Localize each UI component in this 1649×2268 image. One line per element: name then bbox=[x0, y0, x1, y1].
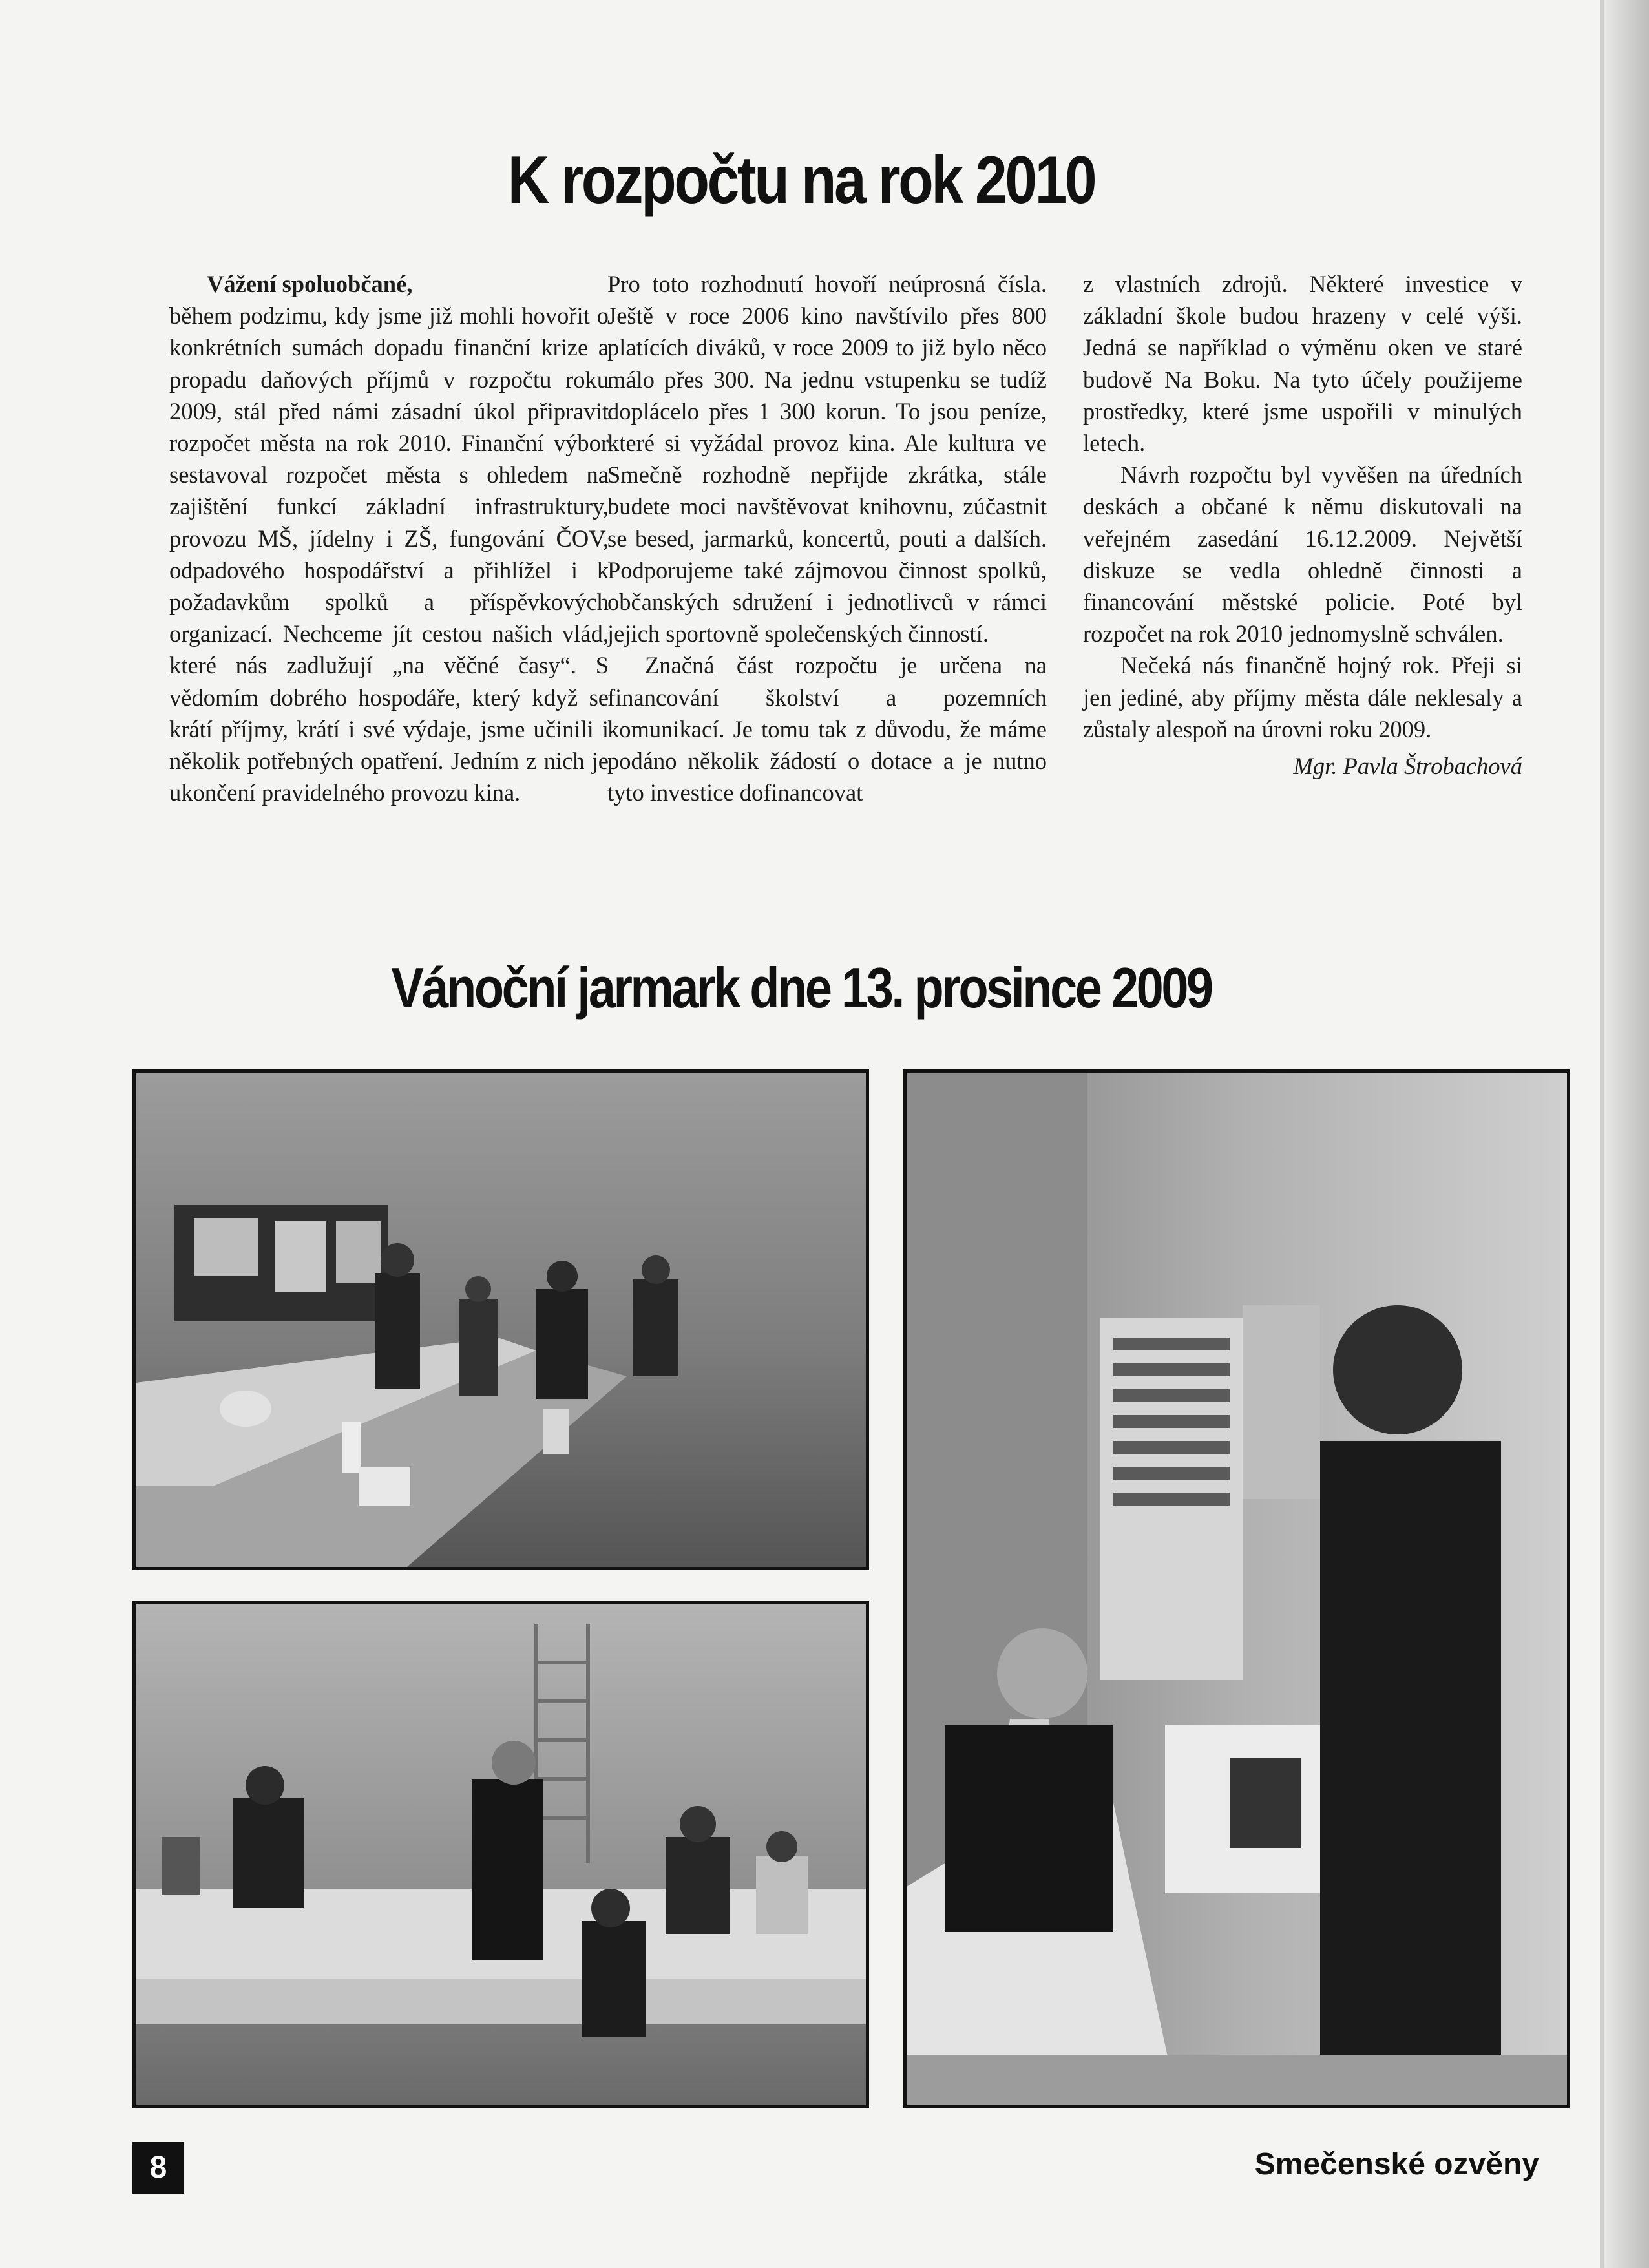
article-author: Mgr. Pavla Štrobachová bbox=[1293, 753, 1522, 780]
article-paragraph-5: Návrh rozpočtu byl vyvěšen na úředních deskách a občané k němu diskutovali na veřejném zasedání 16.12.2009. Největší diskuze se vedla ohledně činnosti a financování městské policie. Poté byl rozpočet na rok 2010 jednomyslně schválen. bbox=[1083, 461, 1522, 647]
market-hall-photo bbox=[132, 1069, 869, 1570]
gym-stalls-photo bbox=[132, 1601, 869, 2108]
binding-shadow bbox=[1604, 0, 1649, 2268]
article-title: K rozpočtu na rok 2010 bbox=[507, 143, 1095, 218]
magazine-name: Smečenské ozvěny bbox=[1254, 2147, 1539, 2181]
article-paragraph-2: Pro toto rozhodnutí hovoří neúprosná čísla. Ještě v roce 2006 kino navštívilo přes 800 platících diváků, v roce 2009 to již bylo něco málo přes 300. Na jednu vstupenku se tudíž doplácelo přes 1 300 korun. To jsou peníze, které si vyžádal provoz kina. Ale kultura ve Smečně rozhodně nepřijde zkrátka, stále budete moci navštěvovat knihovnu, zúčastnit se besed, jarmarků, koncertů, pouti a dalších. Podporujeme také zájmovou činnost spolků, občanských sdružení i jednotlivců v rámci jejich sportovně společenských činností. bbox=[607, 271, 1047, 647]
article-column-2 bbox=[607, 268, 1047, 808]
article-paragraph-6: Nečeká nás finančně hojný rok. Přeji si jen jediné, aby příjmy města dále neklesaly a zůstaly alespoň na úrovni roku 2009. bbox=[1083, 652, 1522, 742]
article-greeting: Vážení spoluobčané, bbox=[207, 271, 413, 297]
article-paragraph-3: Značná část rozpočtu je určena na financování školství a pozemních komunikací. Je tomu tak z důvodu, že máme podáno několik žádostí o dotace a je nutno tyto investice dofinancovat bbox=[607, 652, 1047, 806]
article-column-1 bbox=[169, 268, 609, 808]
page-number: 8 bbox=[132, 2142, 184, 2194]
article-paragraph-1: během podzimu, kdy jsme již mohli hovořit o konkrétních sumách dopadu finanční krize a propadu daňových příjmů v rozpočtu roku 2009, stál před námi zásadní úkol připravit rozpočet města na rok 2010. Finanční výbor sestavoval rozpočet města s ohledem na zajištění funkcí základní infrastruktury, provozu MŠ, jídelny i ZŠ, fungování ČOV, odpadového hospodářství a přihlížel i k požadavkům spolků a příspěvkových organizací. Nechceme jít cestou našich vlád, které nás zadlužují „na věčné časy“. S vědomím dobrého hospodáře, který když se krátí příjmy, krátí i své výdaje, jsme učinili i několik potřebných opatření. Jedním z nich je ukončení pravidelného provozu kina. bbox=[169, 302, 609, 806]
article-paragraph-4: z vlastních zdrojů. Některé investice v základní škole budou hrazeny v celé výši. Jedná se například o výměnu oken ve staré budově Na Boku. Na tyto účely použijeme prostředky, které jsme uspořili v minulých letech. bbox=[1083, 271, 1522, 457]
article-column-3 bbox=[1083, 268, 1522, 782]
section-title: Vánoční jarmark dne 13. prosince 2009 bbox=[391, 956, 1212, 1020]
stall-customers-photo bbox=[903, 1069, 1570, 2108]
